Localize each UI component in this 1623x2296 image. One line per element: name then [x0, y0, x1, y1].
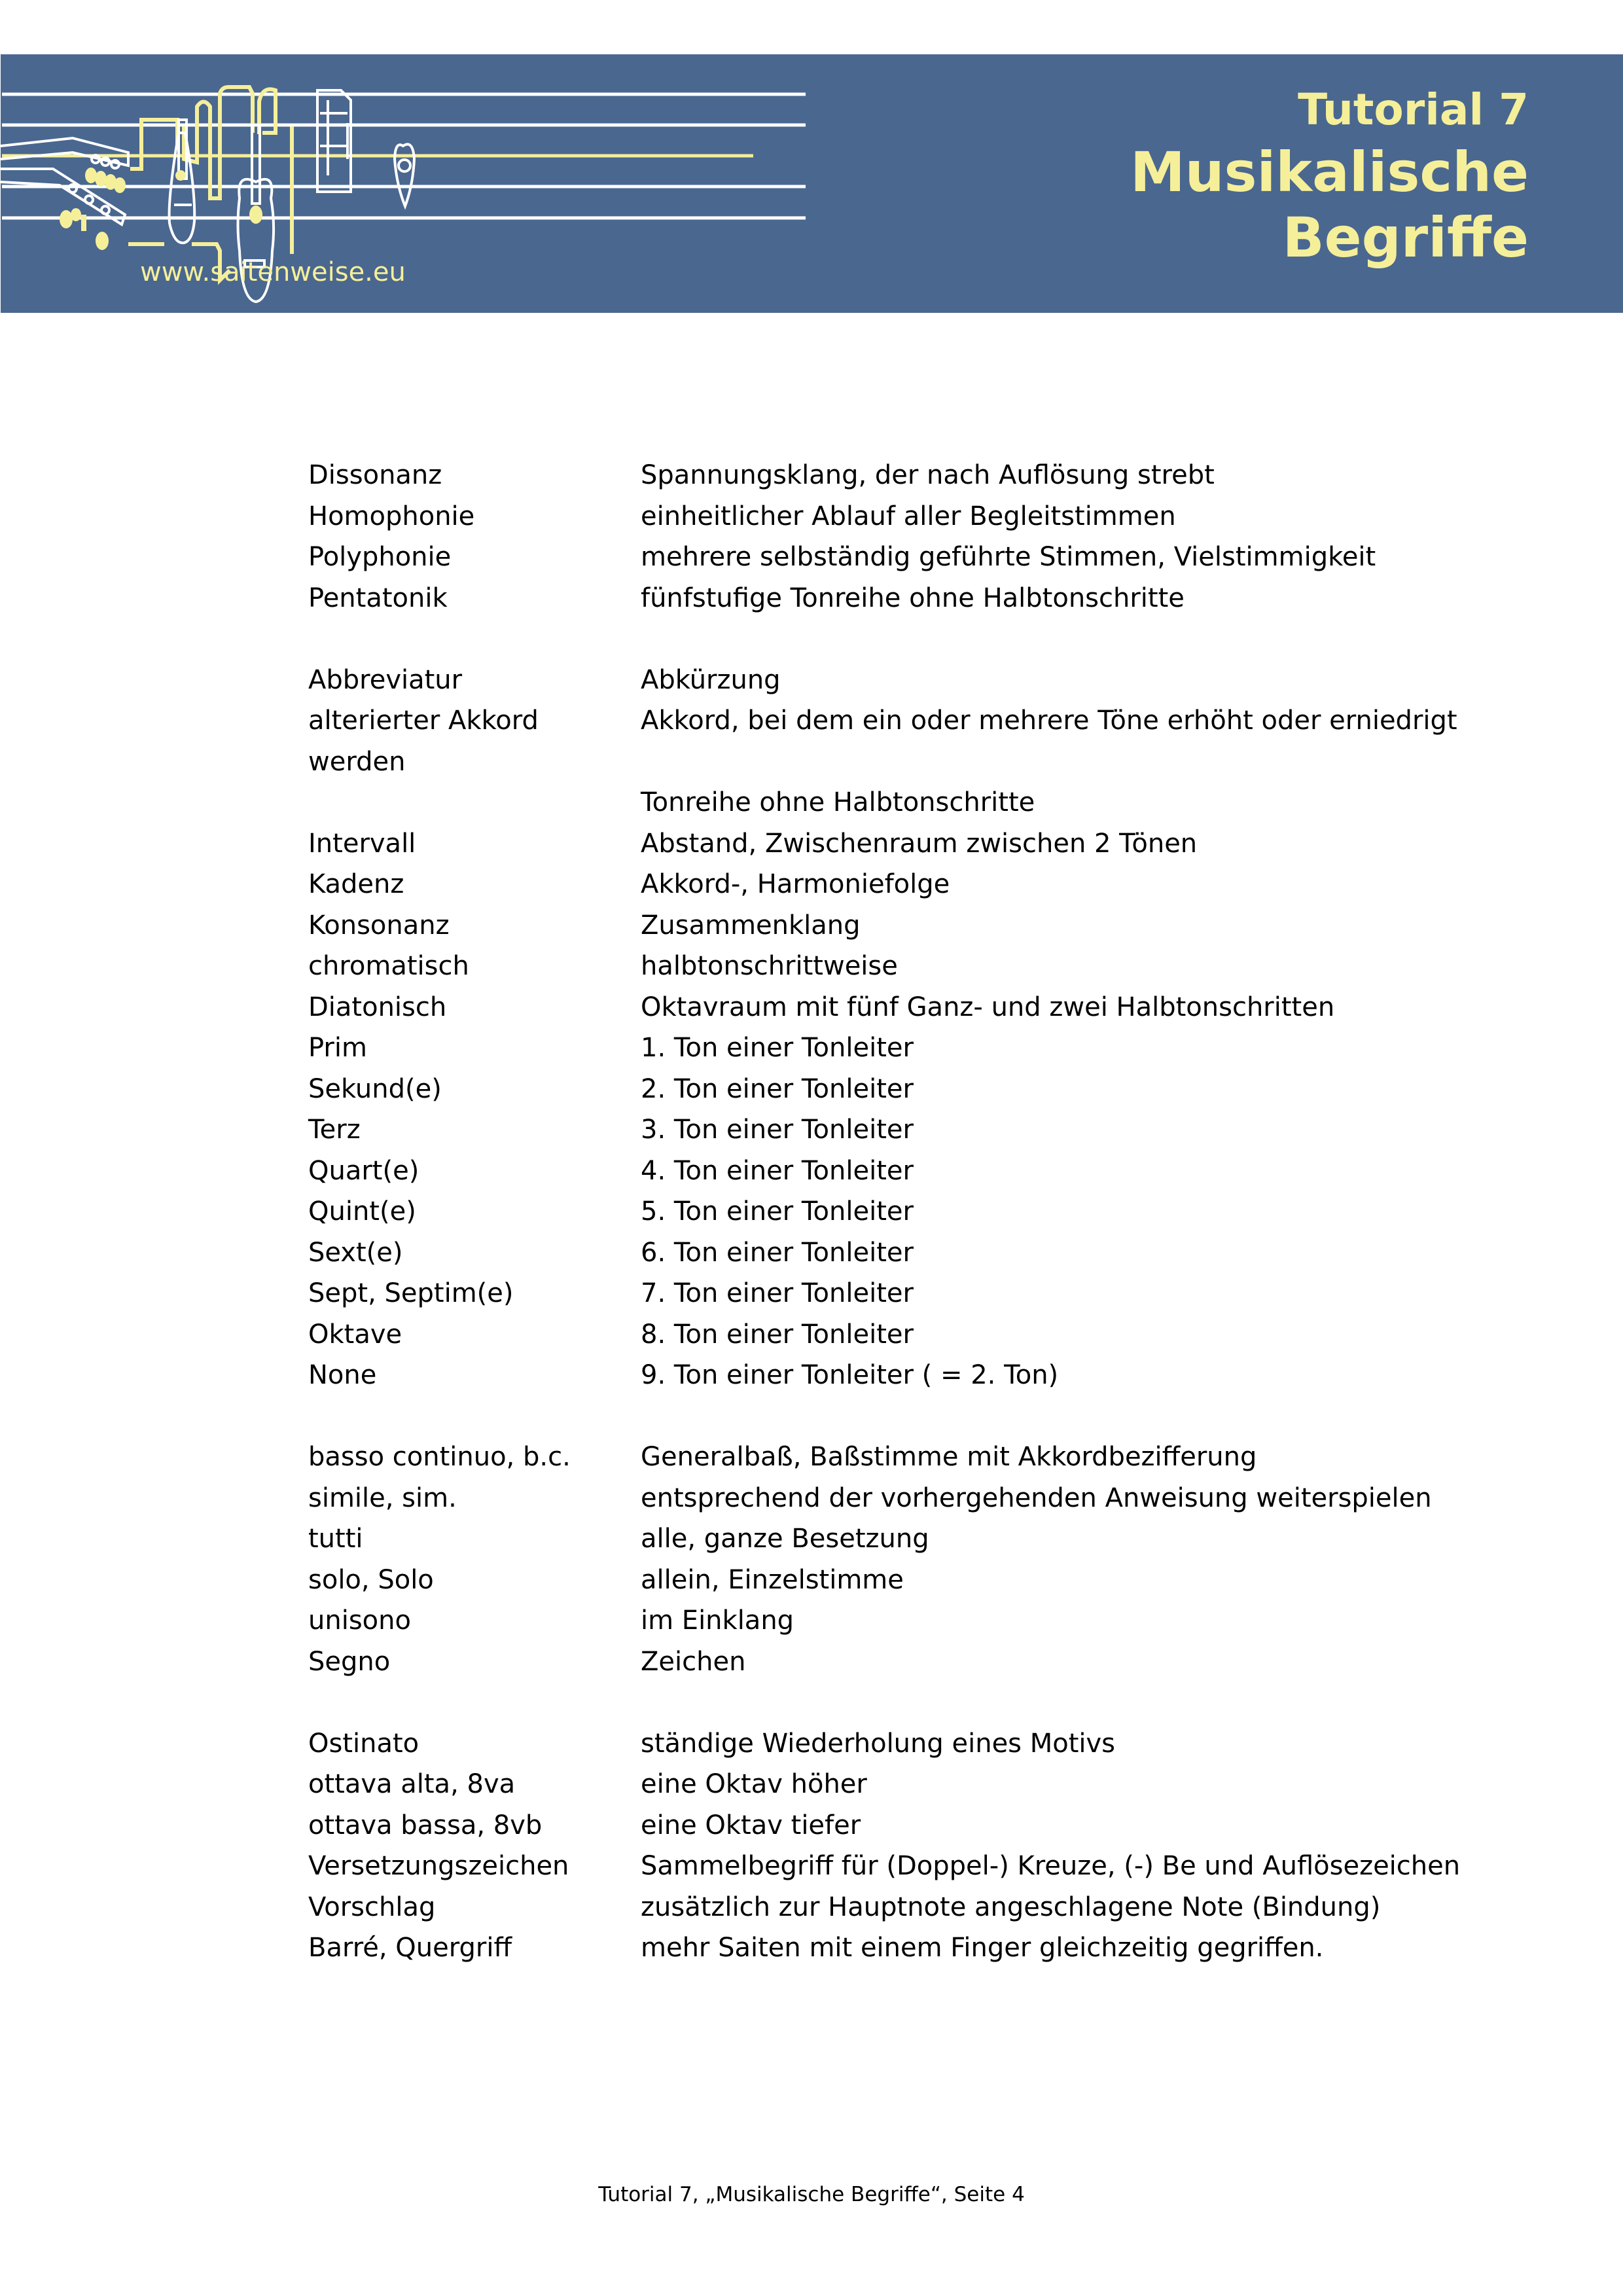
glossary-row — [308, 1355, 1552, 1396]
glossary-term: werden — [308, 746, 406, 777]
glossary-term: Diatonisch — [308, 992, 447, 1022]
glossary-definition: 1. Ton einer Tonleiter — [641, 1033, 914, 1063]
glossary-row — [308, 1518, 1552, 1560]
glossary-definition: mehrere selbständig geführte Stimmen, Vielstimmigkeit — [641, 542, 1376, 572]
glossary-row — [308, 1273, 1552, 1314]
glossary-definition: Akkord, bei dem ein oder mehrere Töne erhöht oder erniedrigt — [641, 706, 1457, 736]
glossary-term: Pentatonik — [308, 583, 448, 613]
glossary-definition: 7. Ton einer Tonleiter — [641, 1278, 914, 1308]
glossary-term: Ostinato — [308, 1728, 419, 1759]
glossary-row — [308, 1641, 1552, 1683]
glossary-row — [308, 700, 1552, 742]
glossary-term: unisono — [308, 1605, 411, 1636]
title-block — [1130, 81, 1529, 270]
glossary-definition: Abstand, Zwischenraum zwischen 2 Tönen — [641, 828, 1198, 859]
glossary-row — [308, 455, 1552, 496]
glossary-row — [308, 987, 1552, 1028]
glossary-row — [308, 1437, 1552, 1478]
group-spacer — [308, 619, 1552, 660]
glossary-definition: Akkord-, Harmoniefolge — [641, 869, 950, 899]
glossary-definition: halbtonschrittweise — [641, 951, 898, 981]
glossary-row — [308, 782, 1552, 823]
glossary-row — [308, 660, 1552, 701]
glossary-definition: einheitlicher Ablauf aller Begleitstimmen — [641, 501, 1176, 531]
glossary-definition: 8. Ton einer Tonleiter — [641, 1319, 914, 1350]
glossary-list — [308, 455, 1552, 1969]
glossary-row — [308, 1069, 1552, 1110]
glossary-row — [308, 1928, 1552, 1969]
glossary-definition: eine Oktav höher — [641, 1769, 867, 1799]
glossary-definition: 2. Ton einer Tonleiter — [641, 1073, 914, 1104]
glossary-row — [308, 1478, 1552, 1519]
glossary-definition: 4. Ton einer Tonleiter — [641, 1155, 914, 1186]
glossary-row — [308, 905, 1552, 946]
glossary-definition: Oktavraum mit fünf Ganz- und zwei Halbtonschritten — [641, 992, 1335, 1022]
glossary-term: ottava bassa, 8vb — [308, 1810, 543, 1840]
glossary-term: Quint(e) — [308, 1196, 416, 1227]
glossary-term: Dissonanz — [308, 460, 442, 490]
glossary-row — [308, 823, 1552, 865]
glossary-term: Abbreviatur — [308, 664, 463, 695]
glossary-term: Prim — [308, 1033, 367, 1063]
glossary-row — [308, 1764, 1552, 1805]
glossary-term: solo, Solo — [308, 1564, 434, 1595]
glossary-term: Quart(e) — [308, 1155, 419, 1186]
glossary-row — [308, 578, 1552, 619]
sheet-music-icon — [317, 90, 351, 192]
glossary-definition: entsprechend der vorhergehenden Anweisung weiterspielen — [641, 1482, 1432, 1513]
glossary-row — [308, 946, 1552, 987]
glossary-definition: 6. Ton einer Tonleiter — [641, 1237, 914, 1268]
glossary-row — [308, 1232, 1552, 1274]
glossary-row — [308, 1028, 1552, 1069]
glossary-row — [308, 1600, 1552, 1641]
page-title-line1: Musikalische — [1130, 140, 1529, 204]
glossary-term: ottava alta, 8va — [308, 1769, 516, 1799]
glossary-definition: mehr Saiten mit einem Finger gleichzeitig gegriffen. — [641, 1933, 1324, 1963]
glossary-definition: 9. Ton einer Tonleiter ( = 2. Ton) — [641, 1360, 1059, 1390]
glossary-term: None — [308, 1360, 377, 1390]
glossary-definition: ständige Wiederholung eines Motivs — [641, 1728, 1116, 1759]
glossary-definition: Zusammenklang — [641, 910, 861, 941]
glossary-row — [308, 1887, 1552, 1928]
page-footer: Tutorial 7, „Musikalische Begriffe“, Seite 4 — [598, 2183, 1025, 2206]
glossary-term: Terz — [308, 1115, 361, 1145]
glossary-term: Polyphonie — [308, 542, 452, 572]
glossary-row — [308, 496, 1552, 537]
glossary-term: Vorschlag — [308, 1892, 436, 1922]
glossary-term: Barré, Quergriff — [308, 1933, 512, 1963]
glossary-term: Konsonanz — [308, 910, 450, 941]
cable-line — [128, 87, 292, 280]
page-title-line2: Begriffe — [1282, 206, 1529, 270]
group-spacer — [308, 1396, 1552, 1437]
glossary-row — [308, 1560, 1552, 1601]
glossary-row — [308, 1723, 1552, 1765]
glossary-row — [308, 537, 1552, 578]
glossary-definition: Zeichen — [641, 1646, 746, 1677]
glossary-row — [308, 1151, 1552, 1192]
glossary-row — [308, 1191, 1552, 1232]
glossary-definition: Spannungsklang, der nach Auflösung strebt — [641, 460, 1215, 490]
glossary-row — [308, 742, 1552, 783]
glossary-definition: Generalbaß, Baßstimme mit Akkordbezifferung — [641, 1442, 1257, 1472]
glossary-term: Versetzungszeichen — [308, 1851, 569, 1881]
group-spacer — [308, 1682, 1552, 1723]
glossary-definition: alle, ganze Besetzung — [641, 1524, 929, 1554]
glossary-row — [308, 1314, 1552, 1355]
glossary-definition: Abkürzung — [641, 664, 781, 695]
glossary-term: Kadenz — [308, 869, 404, 899]
header-banner — [1, 54, 1623, 313]
glossary-row — [308, 864, 1552, 905]
mandolin-icon — [169, 120, 195, 243]
glossary-term: tutti — [308, 1524, 363, 1554]
plectrum-icon — [395, 145, 414, 207]
glossary-term: basso continuo, b.c. — [308, 1442, 571, 1472]
glossary-definition: eine Oktav tiefer — [641, 1810, 861, 1840]
glossary-term: Intervall — [308, 828, 416, 859]
glossary-definition: zusätzlich zur Hauptnote angeschlagene Note (Bindung) — [641, 1892, 1381, 1922]
glossary-row — [308, 1109, 1552, 1151]
glossary-row — [308, 1805, 1552, 1846]
glossary-term: chromatisch — [308, 951, 469, 981]
glossary-term: alterierter Akkord — [308, 706, 539, 736]
glossary-row — [308, 1846, 1552, 1887]
glossary-definition: im Einklang — [641, 1605, 794, 1636]
glossary-definition: Sammelbegriff für (Doppel-) Kreuze, (-) Be und Auflösezeichen — [641, 1851, 1461, 1881]
glossary-definition: 3. Ton einer Tonleiter — [641, 1115, 914, 1145]
tutorial-label: Tutorial 7 — [1298, 84, 1529, 135]
glossary-definition: Tonreihe ohne Halbtonschritte — [641, 787, 1035, 817]
glossary-definition: 5. Ton einer Tonleiter — [641, 1196, 914, 1227]
glossary-term: Sext(e) — [308, 1237, 403, 1268]
glossary-definition: fünfstufige Tonreihe ohne Halbtonschritte — [641, 583, 1185, 613]
glossary-term: Homophonie — [308, 501, 475, 531]
glossary-definition: allein, Einzelstimme — [641, 1564, 904, 1595]
glossary-term: simile, sim. — [308, 1482, 457, 1513]
glossary-term: Segno — [308, 1646, 391, 1677]
glossary-term: Sept, Septim(e) — [308, 1278, 514, 1308]
site-url-link[interactable]: www.saitenweise.eu — [140, 257, 406, 287]
glossary-term: Sekund(e) — [308, 1073, 442, 1104]
glossary-term: Oktave — [308, 1319, 402, 1350]
